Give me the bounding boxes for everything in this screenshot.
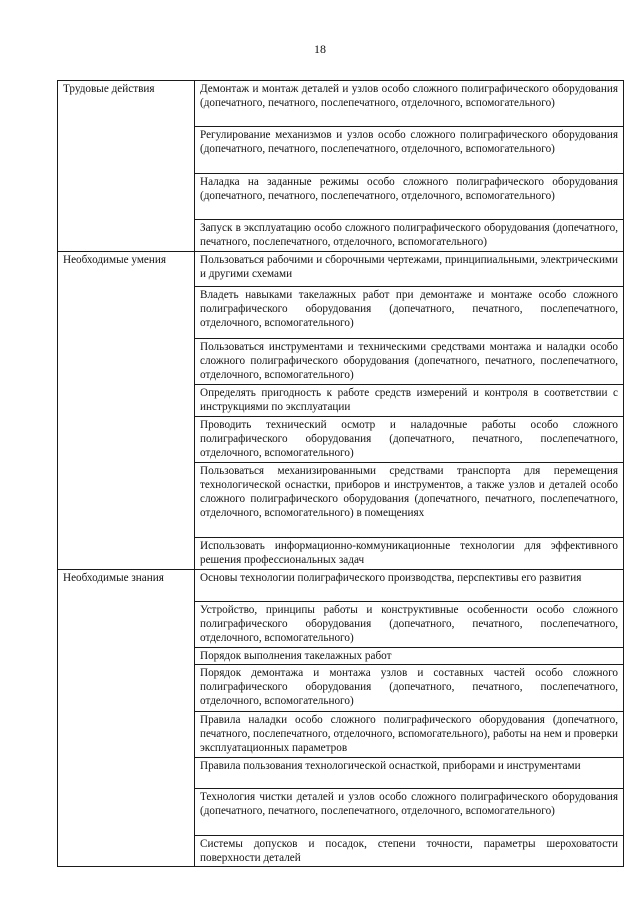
section-heading: Необходимые знания (58, 570, 195, 867)
table-cell: Владеть навыками такелажных работ при демонтаже и монтаже особо сложного полиграфического оборудования (допечатного, печатного, послепечатного, отделочного, вспомогательного) (195, 287, 624, 339)
table-cell: Пользоваться инструментами и техническими средствами монтажа и наладки особо сложного полиграфического оборудования (допечатного, печатного, послепечатного, отделочного, вспомогательного) (195, 339, 624, 385)
table-cell: Технология чистки деталей и узлов особо сложного полиграфического оборудования (допечатного, печатного, послепечатного, отделочного, вспомогательного) (195, 789, 624, 836)
table-cell: Основы технологии полиграфического производства, перспективы его развития (195, 570, 624, 602)
table-cell: Проводить технический осмотр и наладочные работы особо сложного полиграфического оборудования (допечатного, печатного, послепечатного, отделочного, вспомогательного) (195, 417, 624, 463)
section-heading: Трудовые действия (58, 81, 195, 252)
table-cell: Запуск в эксплуатацию особо сложного полиграфического оборудования (допечатного, печатного, послепечатного, отделочного, вспомогательного) (195, 220, 624, 252)
table-cell: Правила пользования технологической оснасткой, приборами и инструментами (195, 758, 624, 789)
table-cell: Регулирование механизмов и узлов особо сложного полиграфического оборудования (допечатного, печатного, послепечатного, отделочного, вспомогательного) (195, 127, 624, 174)
table-cell: Порядок демонтажа и монтажа узлов и составных частей особо сложного полиграфического оборудования (допечатного, печатного, послепечатного, отделочного, вспомогательного) (195, 665, 624, 712)
table-row (58, 570, 624, 602)
table-cell: Устройство, принципы работы и конструктивные особенности особо сложного полиграфического оборудования (допечатного, печатного, послепечатного, отделочного, вспомогательного) (195, 602, 624, 648)
section-heading: Необходимые умения (58, 252, 195, 570)
table-cell: Пользоваться рабочими и сборочными чертежами, принципиальными, электрическими и другими схемами (195, 252, 624, 287)
competency-table (57, 80, 624, 867)
page-number: 18 (314, 42, 326, 56)
table-cell: Пользоваться механизированными средствами транспорта для перемещения технологической оснастки, приборов и инструментов, а также узлов и деталей особо сложного полиграфического оборудования (допечатного, печатного, послепечатного, отделочного, вспомогательного) в помещениях (195, 463, 624, 538)
table-row (58, 252, 624, 287)
table-row (58, 81, 624, 127)
table-cell: Системы допусков и посадок, степени точности, параметры шероховатости поверхности деталей (195, 836, 624, 867)
table-cell: Определять пригодность к работе средств измерений и контроля в соответствии с инструкциями по эксплуатации (195, 385, 624, 417)
table-cell: Правила наладки особо сложного полиграфического оборудования (допечатного, печатного, послепечатного, отделочного, вспомогательного), работы на нем и проверки эксплуатационных параметров (195, 712, 624, 758)
table-cell: Порядок выполнения такелажных работ (195, 648, 624, 665)
table-cell: Наладка на заданные режимы особо сложного полиграфического оборудования (допечатного, печатного, послепечатного, отделочного, вспомогательного) (195, 174, 624, 220)
table-cell: Демонтаж и монтаж деталей и узлов особо сложного полиграфического оборудования (допечатного, печатного, послепечатного, отделочного, вспомогательного) (195, 81, 624, 127)
table-cell: Использовать информационно-коммуникационные технологии для эффективного решения профессиональных задач (195, 538, 624, 570)
